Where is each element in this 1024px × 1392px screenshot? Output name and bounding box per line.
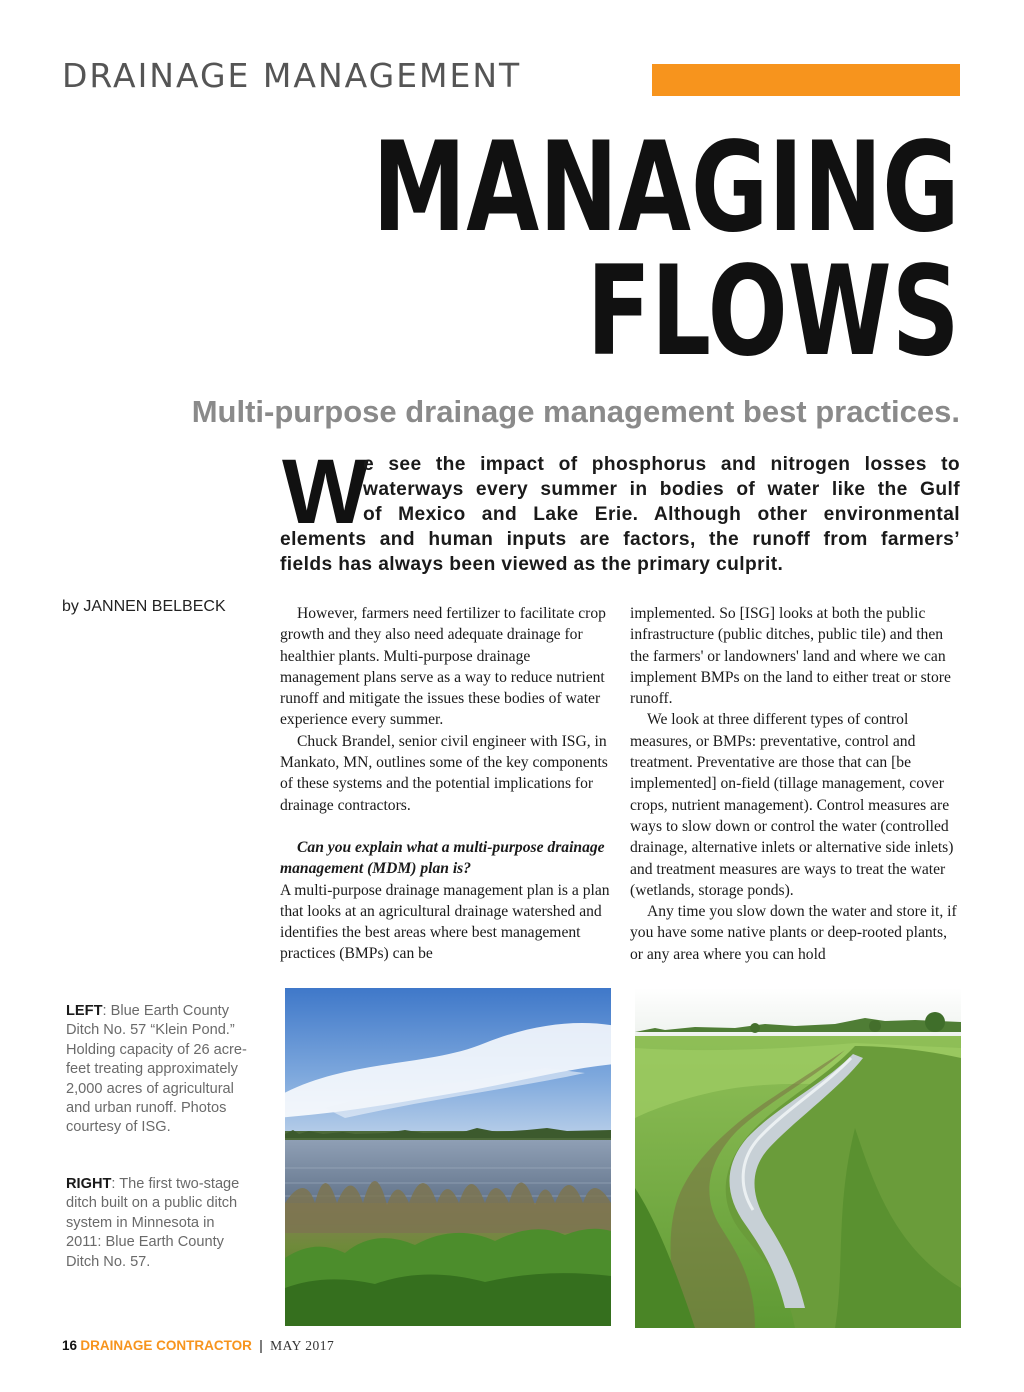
body-column-right xyxy=(630,603,960,965)
drop-cap: W xyxy=(282,441,369,543)
ditch-photo-image xyxy=(635,988,961,1328)
photo-two-stage-ditch xyxy=(635,988,961,1328)
subtitle: Multi-purpose drainage management best practices. xyxy=(191,394,960,429)
intro-line-4: elements and human inputs are factors, the runoff from farmers’ xyxy=(280,529,960,550)
intro-line-1: e see the impact of phosphorus and nitrogen losses to xyxy=(363,454,960,475)
interview-question: Can you explain what a multi-purpose drainage management (MDM) plan is? xyxy=(280,838,605,878)
headline-line-1: MANAGING xyxy=(372,116,960,260)
caption-text: : The first two-stage ditch built on a public ditch system in Minnesota in 2011: Blue Earth County Ditch No. 57. xyxy=(66,1176,240,1270)
body-paragraph: However, farmers need fertilizer to facilitate crop growth and they also need adequate drainage for healthier plants. Multi-purpose drainage management plans serve as a way to reduce nutrient runoff and mitigate the issues these bodies of water experience every summer. xyxy=(280,605,606,729)
photo-caption-right xyxy=(66,1175,251,1272)
headline xyxy=(372,116,960,384)
section-label: DRAINAGE MANAGEMENT xyxy=(62,56,522,95)
caption-label: RIGHT xyxy=(66,1176,112,1192)
byline: by JANNEN BELBECK xyxy=(62,598,226,615)
intro-line-3: of Mexico and Lake Erie. Although other environmental xyxy=(363,504,960,525)
caption-text: : Blue Earth County Ditch No. 57 “Klein Pond.” Holding capacity of 26 acre-feet treating approximately 2,000 acres of agricultural and urban runoff. Photos courtesy of ISG. xyxy=(66,1003,247,1136)
caption-label: LEFT xyxy=(66,1003,103,1019)
footer-separator: | xyxy=(259,1338,263,1353)
issue-date: MAY 2017 xyxy=(270,1338,335,1353)
body-paragraph: A multi-purpose drainage management plan is a plan that looks at an agricultural drainage watershed and identifies the best areas where best management practices (BMPs) can be xyxy=(280,881,610,963)
section-accent-bar xyxy=(652,64,960,96)
page-footer xyxy=(62,1337,334,1355)
photo-caption-left xyxy=(66,1002,251,1138)
body-column-left xyxy=(280,603,610,965)
pond-photo-image xyxy=(285,988,611,1326)
page-number: 16 xyxy=(62,1338,78,1353)
intro-line-5: fields has always been viewed as the primary culprit. xyxy=(280,554,784,575)
magazine-name: DRAINAGE CONTRACTOR xyxy=(80,1338,252,1353)
body-paragraph: Chuck Brandel, senior civil engineer with ISG, in Mankato, MN, outlines some of the key components of these systems and the potential implications for drainage contractors. xyxy=(280,732,608,814)
intro-line-2: waterways every summer in bodies of water like the Gulf xyxy=(363,479,960,500)
body-paragraph: We look at three different types of control measures, or BMPs: preventative, control and treatment. Preventative are those that can [be implemented] on-field (tillage management, cover crops, nutrient management). Control measures are ways to slow down or control the water (controlled drainage, alternative inlets or alternative side inlets) and treatment measures are ways to treat the water (wetlands, storage ponds). xyxy=(630,711,954,899)
body-paragraph: implemented. So [ISG] looks at both the public infrastructure (public ditches, public tile) and then the farmers' or landowners' land and where we can implement BMPs on the land to either treat or store runoff. xyxy=(630,605,951,708)
body-paragraph: Any time you slow down the water and store it, if you have some native plants or deep-rooted plants, or any area where you can hold xyxy=(630,903,957,963)
headline-line-2: FLOWS xyxy=(586,240,960,384)
photo-klein-pond xyxy=(285,988,611,1326)
